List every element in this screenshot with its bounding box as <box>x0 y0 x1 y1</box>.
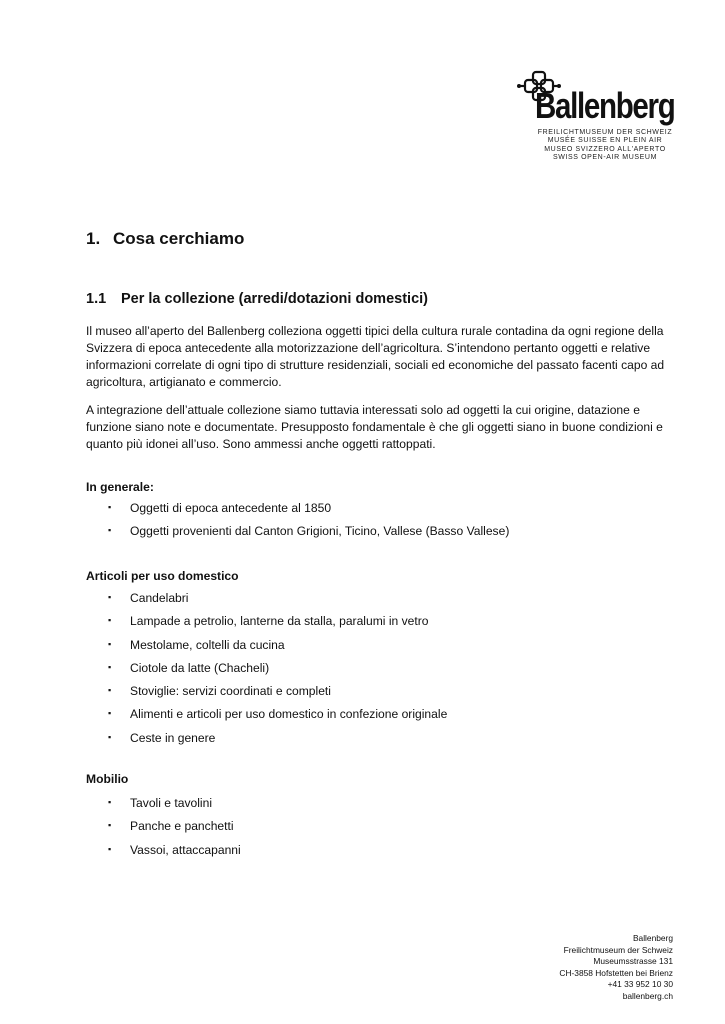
list-item <box>86 842 241 865</box>
requirements-paragraph: A integrazione dell’attuale collezione siamo tuttavia interessati solo ad oggetti la cui origine, datazione e funzione siano note e documentate. Presupposto fondamentale è che gli oggetti siano in buone condizioni e quanto più idonei all’uso. Sono ammessi anche oggetti rattoppati. <box>86 403 663 451</box>
household-list <box>86 590 447 753</box>
bullet-icon: ▪ <box>108 685 112 696</box>
footer-street: Museumsstrasse 131 <box>593 956 673 967</box>
logo-subtitle-en: SWISS OPEN-AIR MUSEUM <box>553 153 657 161</box>
general-list <box>86 500 509 547</box>
list-item <box>86 730 447 753</box>
footer-subtitle: Freilichtmuseum der Schweiz <box>563 944 673 955</box>
section-number: 1. <box>86 229 101 248</box>
ballenberg-logo <box>515 68 675 168</box>
section-heading <box>86 229 244 249</box>
list-item <box>86 795 241 818</box>
list-item <box>86 706 447 729</box>
footer-name: Ballenberg <box>632 933 673 943</box>
footer-website: ballenberg.ch <box>622 990 673 1001</box>
subsection-heading <box>86 291 428 307</box>
section-title: Cosa cerchiamo <box>113 229 245 248</box>
logo-subtitle-de: FREILICHTMUSEUM DER SCHWEIZ <box>537 129 673 136</box>
list-item <box>86 590 447 613</box>
bullet-icon: ▪ <box>108 708 112 719</box>
bullet-icon: ▪ <box>108 843 112 854</box>
logo-subtitles <box>535 129 675 162</box>
list-item-text: Tavoli e tavolini <box>130 796 213 810</box>
list-item-text: Alimenti e articoli per uso domestico in confezione originale <box>130 707 448 722</box>
bullet-icon: ▪ <box>108 731 112 742</box>
list-item-text: Vassoi, attaccapanni <box>130 842 241 857</box>
footer-phone: +41 33 952 10 30 <box>607 979 673 990</box>
bullet-icon: ▪ <box>108 638 112 649</box>
footer-address <box>559 933 673 1003</box>
intro-paragraph: Il museo all’aperto del Ballenberg colleziona oggetti tipici della cultura rurale contadina da ogni regione della Svizzera di epoca antecedente alla motorizzazione dell’agricoltura. S’intendono pertanto oggetti e relative informazioni correlate di ogni tipo di strutture residenziali, sociali ed economiche del passato facenti capo ad agricoltura, artigianato e commercio. <box>86 324 665 389</box>
logo-wordmark: Ballenberg <box>535 85 675 126</box>
list-item <box>86 523 509 546</box>
group-heading-general: In generale: <box>86 480 154 494</box>
list-item-text: Lampade a petrolio, lanterne da stalla, paralumi in vetro <box>130 614 429 629</box>
list-item-text: Ceste in genere <box>130 730 216 745</box>
logo-subtitle-fr: MUSÉE SUISSE EN PLEIN AIR <box>547 137 663 145</box>
furniture-list <box>86 795 241 865</box>
subsection-number: 1.1 <box>86 291 107 307</box>
list-item <box>86 500 509 523</box>
bullet-icon: ▪ <box>108 661 112 672</box>
group-heading-furniture: Mobilio <box>86 772 129 786</box>
list-item <box>86 613 447 636</box>
logo-subtitle-it: MUSEO SVIZZERO ALL'APERTO <box>544 145 666 153</box>
list-item-text: Ciotole da latte (Chacheli) <box>130 660 270 675</box>
bullet-icon: ▪ <box>108 615 112 626</box>
list-item <box>86 683 447 706</box>
group-heading-household: Articoli per uso domestico <box>86 569 239 583</box>
list-item-text: Oggetti di epoca antecedente al 1850 <box>130 501 332 515</box>
list-item-text: Panche e panchetti <box>130 819 234 834</box>
list-item-text: Mestolame, coltelli da cucina <box>130 637 285 652</box>
bullet-icon: ▪ <box>108 820 112 831</box>
bullet-icon: ▪ <box>108 592 112 602</box>
list-item-text: Stoviglie: servizi coordinati e completi <box>130 684 331 699</box>
list-item <box>86 818 241 841</box>
list-item-text: Candelabri <box>130 591 189 605</box>
list-item <box>86 660 447 683</box>
footer-city: CH-3858 Hofstetten bei Brienz <box>559 967 673 978</box>
bullet-icon: ▪ <box>108 525 112 536</box>
subsection-title: Per la collezione (arredi/dotazioni domestici) <box>121 291 428 307</box>
bullet-icon: ▪ <box>108 502 112 512</box>
list-item <box>86 637 447 660</box>
bullet-icon: ▪ <box>108 797 112 807</box>
list-item-text: Oggetti provenienti dal Canton Grigioni, Ticino, Vallese (Basso Vallese) <box>130 524 510 539</box>
